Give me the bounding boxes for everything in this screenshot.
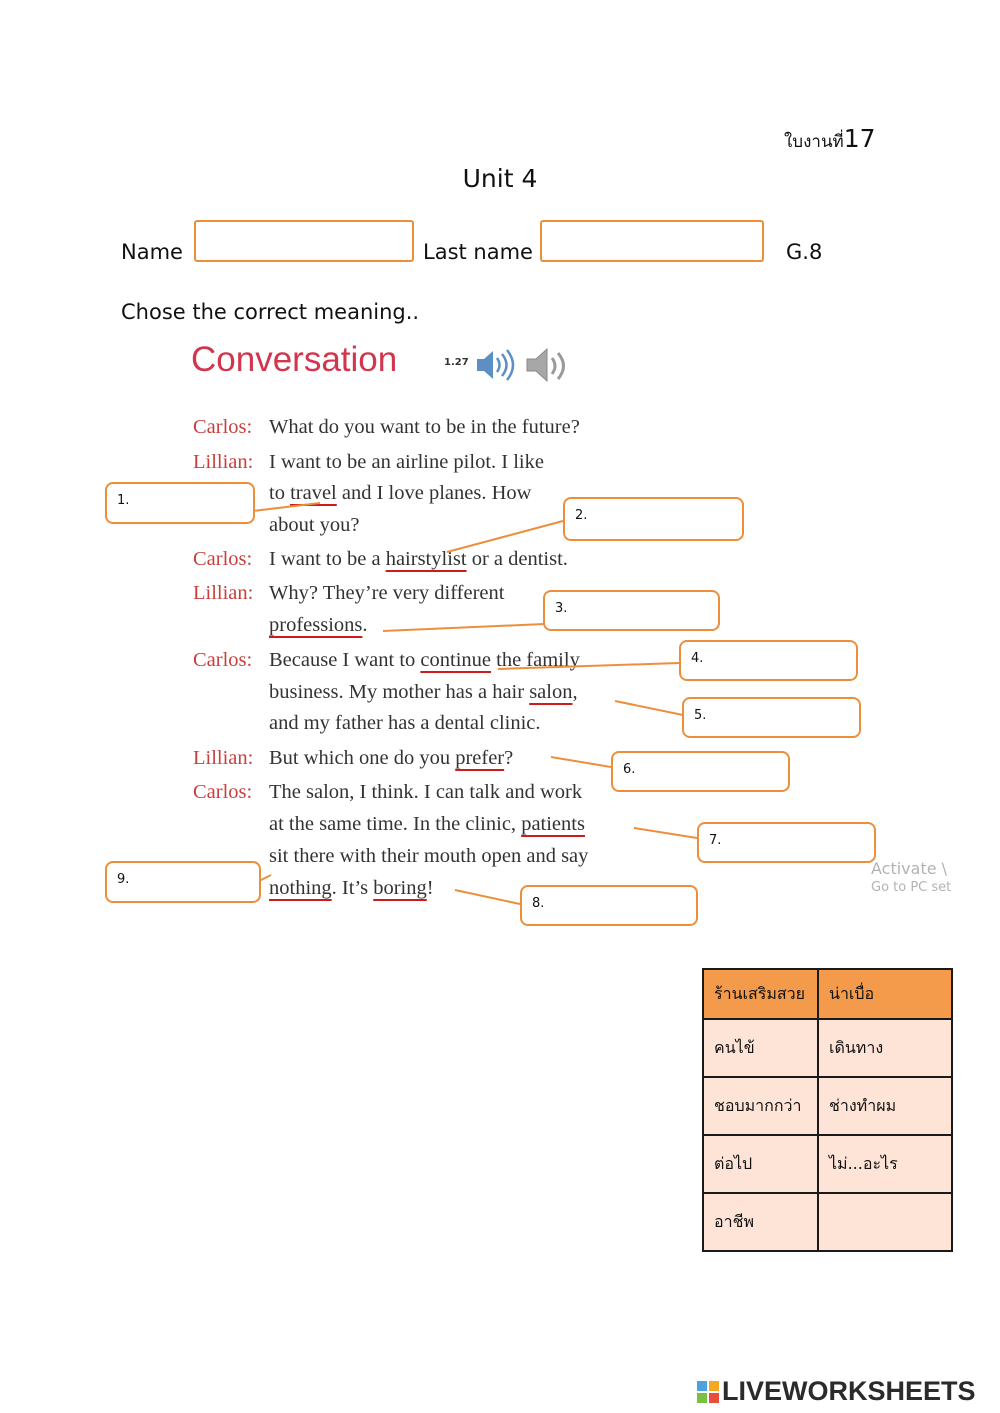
dialogue-line: sit there with their mouth open and say — [269, 845, 589, 867]
underlined-word: nothing — [269, 877, 332, 899]
underlined-word: patients — [521, 813, 585, 835]
vocab-cell: ไม่...อะไร — [818, 1135, 952, 1193]
connector-8 — [455, 890, 520, 904]
answer-number: 1. — [117, 493, 130, 508]
vocab-cell: ร้านเสริมสวย — [703, 969, 818, 1019]
dialogue-line: Why? They’re very different — [269, 582, 505, 604]
unit-title: Unit 4 — [462, 164, 538, 193]
vocab-cell: ต่อไป — [703, 1135, 818, 1193]
speaker-label: Carlos: — [193, 548, 253, 570]
answer-number: 7. — [709, 833, 722, 848]
table-row — [703, 969, 952, 1019]
vocab-cell: อาชีพ — [703, 1193, 818, 1251]
dialogue-line: nothing. It’s boring! — [269, 877, 434, 899]
liveworksheets-logo: LIVEWORKSHEETS — [722, 1376, 976, 1406]
vocab-cell: ชอบมากกว่า — [703, 1077, 818, 1135]
answer-number: 3. — [555, 601, 568, 616]
answer-number: 8. — [532, 896, 545, 911]
speaker-label: Carlos: — [193, 781, 253, 803]
vocab-cell — [818, 1193, 952, 1251]
table-row — [703, 1135, 952, 1193]
connector-4 — [498, 663, 679, 669]
speaker-label: Lillian: — [193, 451, 254, 473]
grade-label: G.8 — [786, 240, 823, 264]
name-label: Name — [121, 240, 183, 264]
dialogue-line: Because I want to continue the family — [269, 649, 580, 671]
speaker-label: Lillian: — [193, 582, 254, 604]
connector-1 — [253, 503, 320, 511]
dialogue-line: The salon, I think. I can talk and work — [269, 781, 583, 803]
speaker-label: Carlos: — [193, 649, 253, 671]
dialogue-line: But which one do you prefer? — [269, 747, 514, 769]
dialogue-line: I want to be an airline pilot. I like — [269, 451, 544, 473]
table-row — [703, 1193, 952, 1251]
answer-box-3[interactable] — [543, 590, 720, 631]
last-name-label: Last name — [423, 240, 533, 264]
table-row — [703, 1019, 952, 1077]
instruction-text: Chose the correct meaning.. — [121, 300, 420, 324]
answer-box-5[interactable] — [682, 697, 861, 738]
answer-box-6[interactable] — [611, 751, 790, 792]
connector-2 — [447, 521, 563, 552]
dialogue-line: about you? — [269, 514, 360, 536]
speaker-label: Lillian: — [193, 747, 254, 769]
conversation-title: Conversation — [191, 340, 398, 379]
underlined-word: boring — [373, 877, 427, 899]
activate-watermark: Activate \ — [871, 859, 948, 878]
answer-box-8[interactable] — [520, 885, 698, 926]
answer-number: 9. — [117, 872, 130, 887]
connector-5 — [615, 701, 683, 715]
answer-box-9[interactable] — [105, 861, 261, 903]
underlined-word: continue — [420, 649, 492, 671]
dialogue-line: to travel and I love planes. How — [269, 482, 532, 504]
answer-box-1[interactable] — [105, 482, 255, 524]
answer-number: 4. — [691, 651, 704, 666]
liveworksheets-logo-icon — [697, 1381, 719, 1403]
underlined-word: travel — [290, 482, 337, 504]
answer-box-4[interactable] — [679, 640, 858, 681]
track-number: 1.27 — [444, 357, 469, 368]
answer-number: 5. — [694, 708, 707, 723]
dialogue-line: at the same time. In the clinic, patients — [269, 813, 585, 835]
answer-number: 6. — [623, 762, 636, 777]
worksheet-label: ใบงานที่ — [784, 132, 844, 152]
dialogue-line: What do you want to be in the future? — [269, 416, 580, 438]
vocabulary-table — [702, 968, 953, 1252]
underlined-word: professions — [269, 614, 363, 636]
dialogue-line: I want to be a hairstylist or a dentist. — [269, 548, 568, 570]
answer-box-7[interactable] — [697, 822, 876, 863]
underlined-word: prefer — [455, 747, 505, 769]
worksheet-number-value: 17 — [843, 124, 876, 153]
activate-watermark-sub: Go to PC set — [871, 880, 952, 895]
vocab-cell: คนไข้ — [703, 1019, 818, 1077]
table-row — [703, 1077, 952, 1135]
answer-box-2[interactable] — [563, 497, 744, 541]
underlined-word: hairstylist — [385, 548, 467, 570]
vocab-cell: ช่างทำผม — [818, 1077, 952, 1135]
dialogue-line: and my father has a dental clinic. — [269, 712, 541, 734]
answer-number: 2. — [575, 508, 588, 523]
dialogue-line: business. My mother has a hair salon, — [269, 681, 578, 703]
underlined-word: salon — [529, 681, 573, 703]
connector-7 — [634, 828, 697, 838]
connector-3 — [383, 624, 544, 631]
vocab-cell: เดินทาง — [818, 1019, 952, 1077]
dialogue-line: professions. — [269, 614, 368, 636]
connector-6 — [551, 757, 611, 767]
speaker-label: Carlos: — [193, 416, 253, 438]
vocab-cell: น่าเบื่อ — [818, 969, 952, 1019]
